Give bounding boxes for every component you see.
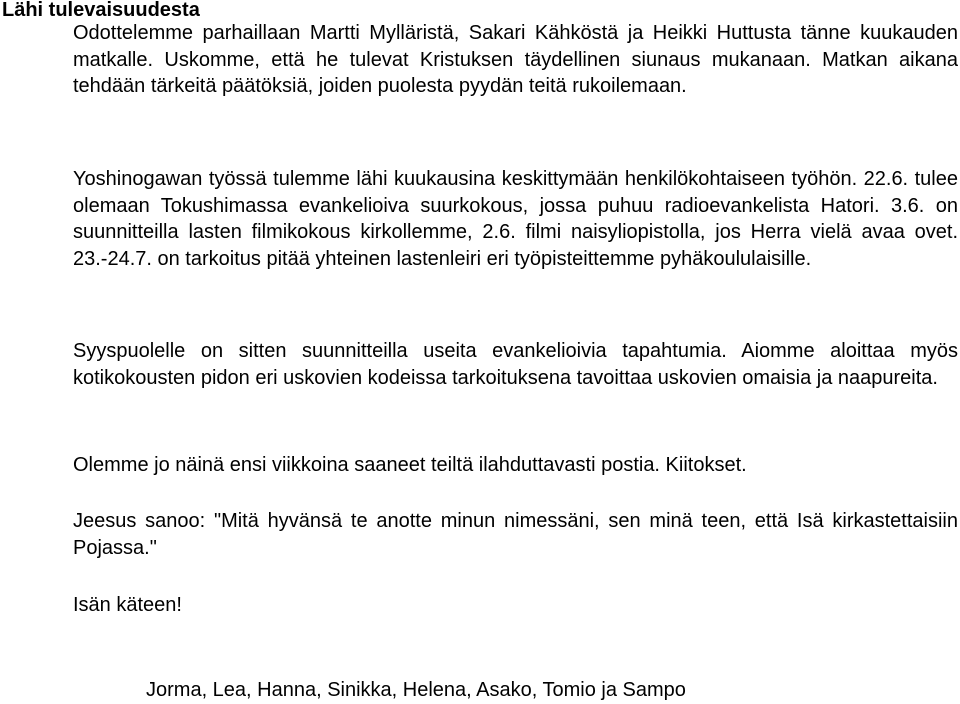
paragraph-thanks: Olemme jo näinä ensi viikkoina saaneet teiltä ilahduttavasti postia. Kiitokset. — [73, 454, 747, 476]
paragraph-autumn-plans: Syyspuolelle on sitten suunnitteilla useita evankelioivia tapahtumia. Aiomme aloittaa myös kotikokousten pidon eri uskovien kodeissa tarkoituksena tavoittaa uskovien omaisia ja naapureita. — [73, 340, 958, 389]
section-heading: Lähi tulevaisuudesta — [2, 0, 200, 21]
paragraph-bible-quote: Jeesus sanoo: "Mitä hyvänsä te anotte minun nimessäni, sen minä teen, että Isä kirkastettaisiin Pojassa." — [73, 510, 958, 559]
signature: Jorma, Lea, Hanna, Sinikka, Helena, Asako, Tomio ja Sampo — [146, 679, 686, 701]
paragraph-yoshinogawa-plans: Yoshinogawan työssä tulemme lähi kuukausina keskittymään henkilökohtaiseen työhön. 22.6. tulee olemaan Tokushimassa evankelioiva suurkokous, jossa puhuu radioevankelista Hatori. 3.6. on suunnitteilla lasten filmikokous kirkollemme, 2.6. filmi naisyliopistolla, jos Herra vielä avaa ovet. 23.-24.7. on tarkoitus pitää yhteinen lastenleiri eri työpisteittemme pyhäkoululaisille. — [73, 168, 958, 270]
paragraph-closing: Isän käteen! — [73, 594, 182, 616]
paragraph-upcoming-visit: Odottelemme parhaillaan Martti Mylläristä, Sakari Kähköstä ja Heikki Huttusta tänne kuukauden matkalle. Uskomme, että he tulevat Kristuksen täydellinen siunaus mukanaan. Matkan aikana tehdään tärkeitä päätöksiä, joiden puolesta pyydän teitä rukoilemaan. — [73, 22, 958, 97]
